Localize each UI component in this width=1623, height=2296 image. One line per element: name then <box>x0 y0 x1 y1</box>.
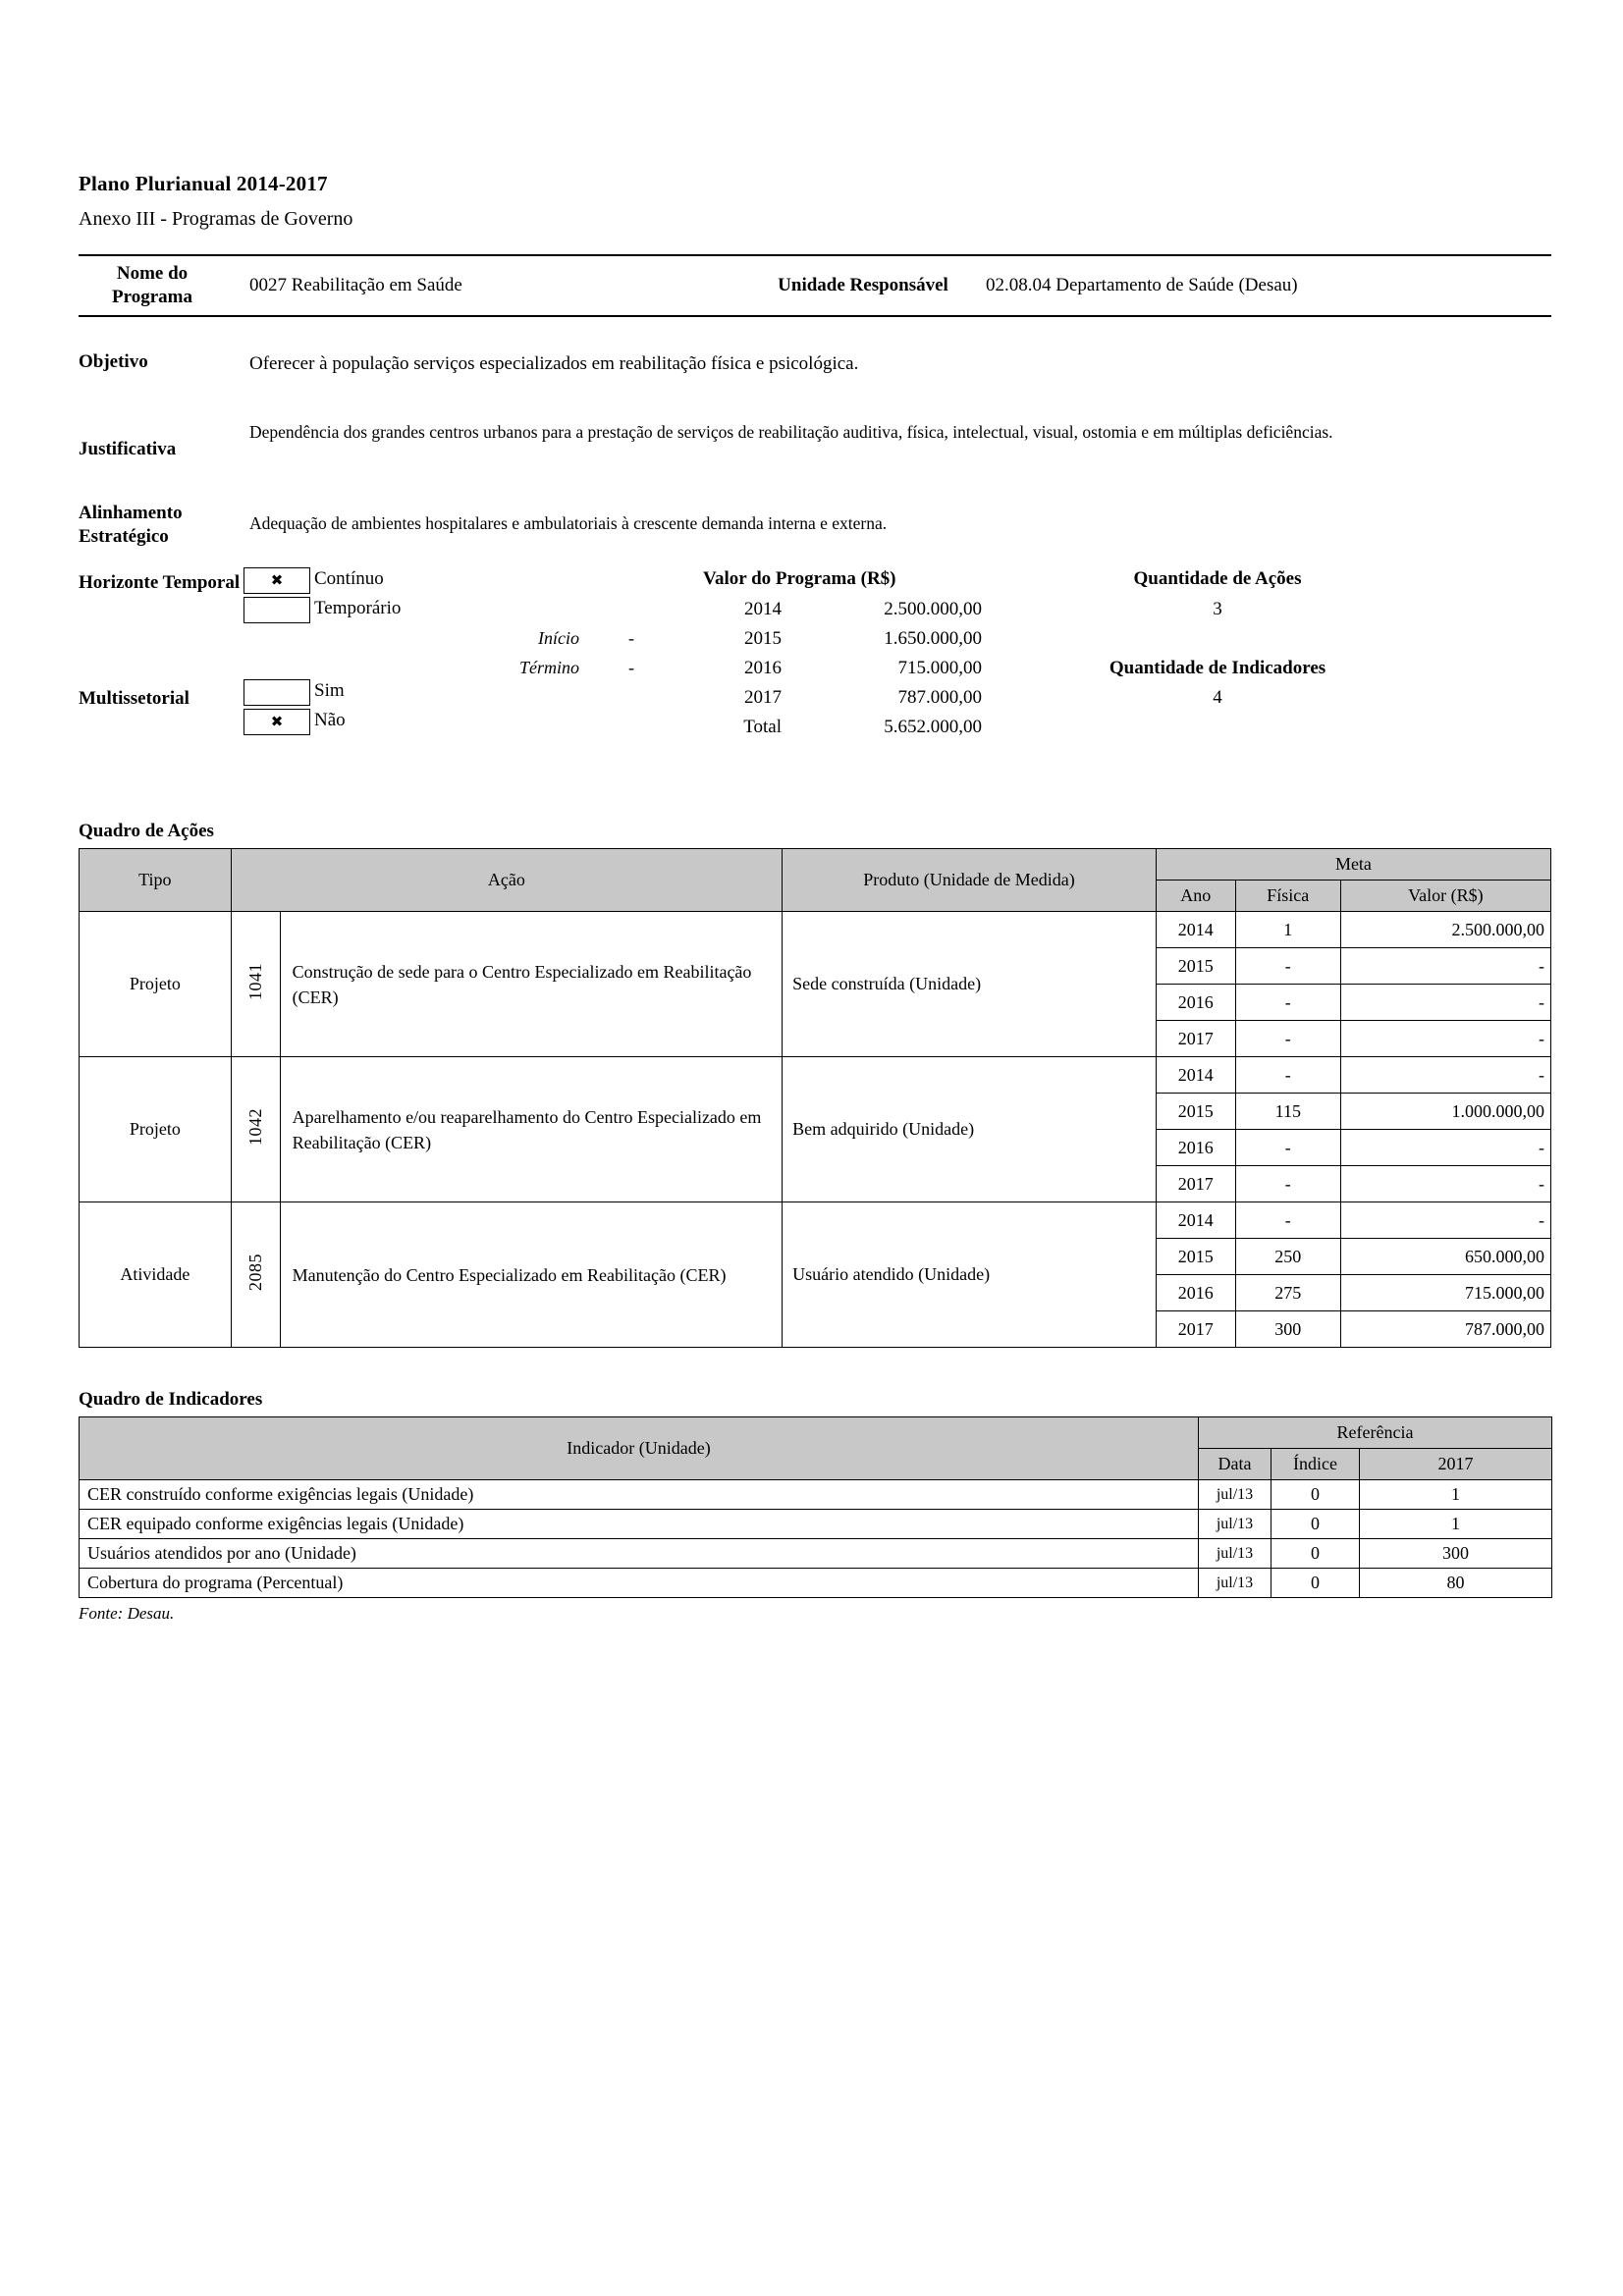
th-acao: Ação <box>231 849 783 912</box>
quadro-acoes-section <box>79 821 1551 1348</box>
cell-meta-ano: 2015 <box>1156 948 1235 985</box>
cell-data: jul/13 <box>1199 1539 1271 1569</box>
cell-codigo <box>231 1202 280 1348</box>
document-subtitle: Anexo III - Programas de Governo <box>79 208 353 230</box>
cell-meta-fisica: - <box>1235 1057 1340 1094</box>
program-header-row <box>79 262 1551 309</box>
cell-meta-ano: 2017 <box>1156 1311 1235 1348</box>
justificativa-row <box>79 420 1551 462</box>
program-header <box>79 254 1551 317</box>
cell-meta-fisica: 300 <box>1235 1311 1340 1348</box>
description-section <box>79 350 1551 551</box>
cell-meta-ano: 2016 <box>1156 1130 1235 1166</box>
cell-meta-valor: 650.000,00 <box>1340 1239 1550 1275</box>
valor-ano-2017: 2017 <box>744 687 782 709</box>
th-ano-2017: 2017 <box>1360 1449 1552 1480</box>
cell-meta-ano: 2014 <box>1156 1202 1235 1239</box>
cell-ano: 80 <box>1360 1569 1552 1598</box>
objetivo-text: Oferecer à população serviços especializados em reabilitação física e psicológica. <box>249 352 859 374</box>
cell-meta-fisica: - <box>1235 1202 1340 1239</box>
cell-meta-ano: 2016 <box>1156 985 1235 1021</box>
cell-meta-valor: - <box>1340 1202 1550 1239</box>
cell-codigo <box>231 1057 280 1202</box>
cell-indice: 0 <box>1271 1480 1360 1510</box>
cell-meta-fisica: 115 <box>1235 1094 1340 1130</box>
valor-ano-2015: 2015 <box>744 628 782 650</box>
cell-meta-valor: - <box>1340 948 1550 985</box>
checkbox-nao[interactable] <box>243 709 310 735</box>
cell-indice: 0 <box>1271 1539 1360 1569</box>
valor-ano-2016: 2016 <box>744 658 782 679</box>
table-row <box>80 912 1551 948</box>
cell-codigo <box>231 912 280 1057</box>
cell-produto: Bem adquirido (Unidade) <box>783 1057 1157 1202</box>
valor-valor-total: 5.652.000,00 <box>884 717 982 738</box>
cell-tipo: Atividade <box>80 1202 232 1348</box>
cell-meta-valor: 2.500.000,00 <box>1340 912 1550 948</box>
termino-value: - <box>628 658 634 678</box>
cell-meta-valor: 1.000.000,00 <box>1340 1094 1550 1130</box>
cell-produto: Usuário atendido (Unidade) <box>783 1202 1157 1348</box>
quantidade-acoes-label: Quantidade de Ações <box>1133 568 1302 590</box>
cell-meta-ano: 2015 <box>1156 1094 1235 1130</box>
cell-meta-fisica: 1 <box>1235 912 1340 948</box>
justificativa-text: Dependência dos grandes centros urbanos para a prestação de serviços de reabilitação auditiva, física, intelectual, visual, ostomia e em múltiplas deficiências. <box>249 422 1333 443</box>
quadro-acoes-caption: Quadro de Ações <box>79 821 214 842</box>
quantidade-indicadores-value: 4 <box>1213 687 1222 709</box>
cell-data: jul/13 <box>1199 1569 1271 1598</box>
cell-ano: 1 <box>1360 1480 1552 1510</box>
th-indicador: Indicador (Unidade) <box>80 1417 1199 1480</box>
th-ano: Ano <box>1156 881 1235 912</box>
objetivo-label: Objetivo <box>79 350 148 372</box>
cell-meta-valor: 715.000,00 <box>1340 1275 1550 1311</box>
checkbox-continuo[interactable] <box>243 567 310 594</box>
cell-indicador: Usuários atendidos por ano (Unidade) <box>80 1539 1199 1569</box>
table-row <box>80 1202 1551 1239</box>
alinhamento-label: Alinhamento Estratégico <box>79 502 183 548</box>
quantidade-acoes-value: 3 <box>1213 599 1222 620</box>
cell-meta-ano: 2015 <box>1156 1239 1235 1275</box>
cell-indice: 0 <box>1271 1510 1360 1539</box>
checkbox-continuo-mark: ✖ <box>270 573 284 590</box>
fonte-note: Fonte: Desau. <box>79 1604 175 1624</box>
cell-meta-fisica: - <box>1235 985 1340 1021</box>
justificativa-label: Justificativa <box>79 439 177 460</box>
cell-ano: 300 <box>1360 1539 1552 1569</box>
cell-indice: 0 <box>1271 1569 1360 1598</box>
cell-meta-ano: 2017 <box>1156 1166 1235 1202</box>
th-referencia: Referência <box>1199 1417 1552 1449</box>
responsible-unit-value: 02.08.04 Departamento de Saúde (Desau) <box>986 274 1298 295</box>
document-title: Plano Plurianual 2014-2017 <box>79 172 328 195</box>
valor-valor-2015: 1.650.000,00 <box>884 628 982 650</box>
table-row <box>80 1480 1552 1510</box>
cell-tipo: Projeto <box>80 912 232 1057</box>
inicio-label: Início <box>538 628 579 649</box>
alinhamento-text: Adequação de ambientes hospitalares e ambulatoriais à crescente demanda interna e externa. <box>249 512 888 533</box>
cell-acao: Manutenção do Centro Especializado em Reabilitação (CER) <box>280 1202 783 1348</box>
document-content <box>79 172 1551 1624</box>
codigo-text: 2085 <box>244 1254 265 1292</box>
cell-meta-valor: - <box>1340 1166 1550 1202</box>
cell-indicador: CER construído conforme exigências legais (Unidade) <box>80 1480 1199 1510</box>
th-tipo: Tipo <box>80 849 232 912</box>
temporario-label: Temporário <box>314 598 402 619</box>
valor-ano-total: Total <box>743 717 782 738</box>
cell-tipo: Projeto <box>80 1057 232 1202</box>
cell-produto: Sede construída (Unidade) <box>783 912 1157 1057</box>
termino-label: Término <box>518 658 579 678</box>
cell-meta-fisica: 275 <box>1235 1275 1340 1311</box>
th-data: Data <box>1199 1449 1271 1480</box>
cell-meta-valor: - <box>1340 1130 1550 1166</box>
cell-meta-fisica: - <box>1235 948 1340 985</box>
cell-meta-ano: 2016 <box>1156 1275 1235 1311</box>
quadro-indicadores-section <box>79 1389 1551 1624</box>
th-meta: Meta <box>1156 849 1550 881</box>
cell-indicador: CER equipado conforme exigências legais (Unidade) <box>80 1510 1199 1539</box>
table-row <box>80 1539 1552 1569</box>
valor-programa-title: Valor do Programa (R$) <box>703 568 896 590</box>
table-header-row-1 <box>80 849 1551 881</box>
inicio-value: - <box>628 628 634 649</box>
objetivo-row <box>79 350 1551 378</box>
table-row <box>80 1569 1552 1598</box>
cell-indicador: Cobertura do programa (Percentual) <box>80 1569 1199 1598</box>
th-produto: Produto (Unidade de Medida) <box>783 849 1157 912</box>
alinhamento-row <box>79 502 1551 550</box>
cell-meta-fisica: 250 <box>1235 1239 1340 1275</box>
nao-label: Não <box>314 710 346 731</box>
multissetorial-label: Multissetorial <box>79 688 189 710</box>
valor-valor-2017: 787.000,00 <box>897 687 982 709</box>
cell-meta-valor: - <box>1340 1057 1550 1094</box>
continuo-label: Contínuo <box>314 568 384 590</box>
cell-meta-valor: 787.000,00 <box>1340 1311 1550 1348</box>
cell-data: jul/13 <box>1199 1510 1271 1539</box>
valor-valor-2016: 715.000,00 <box>897 658 982 679</box>
cell-data: jul/13 <box>1199 1480 1271 1510</box>
valor-valor-2014: 2.500.000,00 <box>884 599 982 620</box>
cell-meta-valor: - <box>1340 1021 1550 1057</box>
cell-acao: Construção de sede para o Centro Especializado em Reabilitação (CER) <box>280 912 783 1057</box>
cell-acao: Aparelhamento e/ou reaparelhamento do Centro Especializado em Reabilitação (CER) <box>280 1057 783 1202</box>
quadro-indicadores-table <box>79 1416 1552 1598</box>
program-name-value: 0027 Reabilitação em Saúde <box>249 274 462 295</box>
cell-ano: 1 <box>1360 1510 1552 1539</box>
th-indice: Índice <box>1271 1449 1360 1480</box>
program-name-label: Nome do Programa <box>112 263 192 307</box>
cell-meta-ano: 2014 <box>1156 912 1235 948</box>
quadro-indicadores-caption: Quadro de Indicadores <box>79 1389 263 1411</box>
checkbox-nao-mark: ✖ <box>270 715 284 731</box>
cell-meta-ano: 2017 <box>1156 1021 1235 1057</box>
ind-header-row-1 <box>80 1417 1552 1449</box>
cell-meta-fisica: - <box>1235 1130 1340 1166</box>
quantidade-indicadores-label: Quantidade de Indicadores <box>1109 658 1326 679</box>
quadro-acoes-table <box>79 848 1551 1348</box>
horizon-value-block <box>79 563 1551 779</box>
cell-meta-valor: - <box>1340 985 1550 1021</box>
cell-meta-ano: 2014 <box>1156 1057 1235 1094</box>
valor-ano-2014: 2014 <box>744 599 782 620</box>
codigo-text: 1042 <box>244 1108 265 1147</box>
checkbox-temporario[interactable] <box>243 597 310 623</box>
cell-meta-fisica: - <box>1235 1166 1340 1202</box>
table-row <box>80 1057 1551 1094</box>
table-row <box>80 1510 1552 1539</box>
cell-meta-fisica: - <box>1235 1021 1340 1057</box>
horizonte-temporal-label: Horizonte Temporal <box>79 572 241 594</box>
codigo-text: 1041 <box>244 963 265 1001</box>
checkbox-sim[interactable] <box>243 679 310 706</box>
th-fisica: Física <box>1235 881 1340 912</box>
responsible-unit-label: Unidade Responsável <box>778 274 948 295</box>
th-valor: Valor (R$) <box>1340 881 1550 912</box>
sim-label: Sim <box>314 680 345 702</box>
